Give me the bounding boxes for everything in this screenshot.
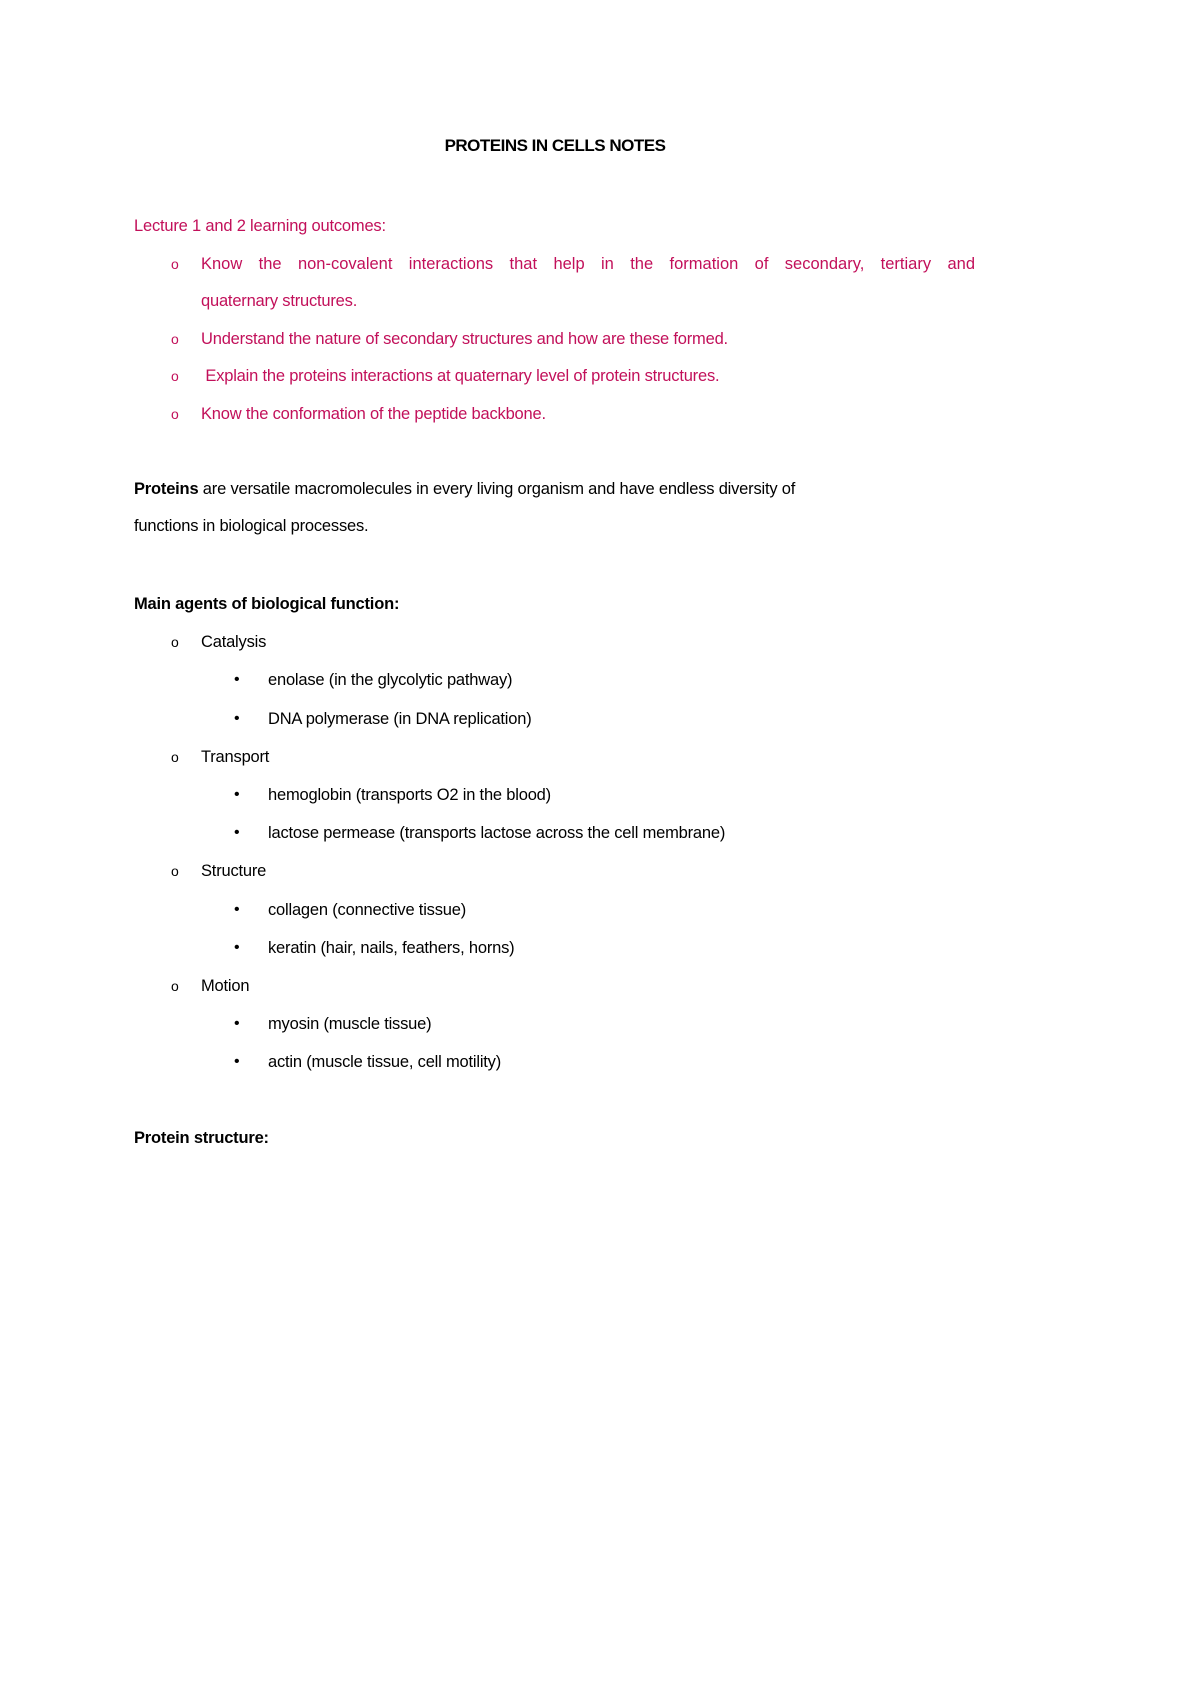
circle-bullet-icon: o (171, 256, 179, 272)
circle-bullet-icon: o (171, 978, 179, 994)
outcome-item: Understand the nature of secondary structures and how are these formed. (201, 330, 728, 348)
circle-bullet-icon: o (171, 368, 179, 384)
dot-bullet-icon: • (234, 901, 240, 918)
agent-example: DNA polymerase (in DNA replication) (268, 710, 532, 728)
outcome-item: Explain the proteins interactions at quaternary level of protein structures. (201, 367, 720, 385)
outcome-item-cont: quaternary structures. (201, 292, 358, 310)
agent-group-label: Motion (201, 977, 250, 995)
outcome-item: Know the non-covalent interactions that help in the formation of secondary, tertiary and (201, 255, 975, 273)
dot-bullet-icon: • (234, 824, 240, 841)
agent-group-label: Catalysis (201, 633, 267, 651)
agent-example: lactose permease (transports lactose across the cell membrane) (268, 824, 726, 842)
dot-bullet-icon: • (234, 671, 240, 688)
structure-heading: Protein structure: (134, 1129, 269, 1147)
intro-paragraph-cont: functions in biological processes. (134, 517, 369, 535)
circle-bullet-icon: o (171, 634, 179, 650)
agents-heading: Main agents of biological function: (134, 595, 400, 613)
dot-bullet-icon: • (234, 786, 240, 803)
dot-bullet-icon: • (234, 710, 240, 727)
page-title: PROTEINS IN CELLS NOTES (444, 136, 666, 155)
circle-bullet-icon: o (171, 749, 179, 765)
agent-example: collagen (connective tissue) (268, 901, 467, 919)
agent-example: hemoglobin (transports O2 in the blood) (268, 786, 551, 804)
agent-example: myosin (muscle tissue) (268, 1015, 432, 1033)
dot-bullet-icon: • (234, 939, 240, 956)
agent-example: enolase (in the glycolytic pathway) (268, 671, 513, 689)
dot-bullet-icon: • (234, 1053, 240, 1070)
circle-bullet-icon: o (171, 406, 179, 422)
dot-bullet-icon: • (234, 1015, 240, 1032)
intro-bold: Proteins (134, 480, 199, 498)
intro-paragraph (134, 477, 795, 501)
agent-example: actin (muscle tissue, cell motility) (268, 1053, 502, 1071)
outcomes-heading: Lecture 1 and 2 learning outcomes: (134, 217, 386, 235)
agent-group-label: Transport (201, 748, 270, 766)
circle-bullet-icon: o (171, 863, 179, 879)
intro-text: are versatile macromolecules in every living organism and have endless diversity of (198, 480, 796, 498)
outcome-item: Know the conformation of the peptide backbone. (201, 405, 546, 423)
agent-example: keratin (hair, nails, feathers, horns) (268, 939, 515, 957)
circle-bullet-icon: o (171, 331, 179, 347)
agent-group-label: Structure (201, 862, 267, 880)
